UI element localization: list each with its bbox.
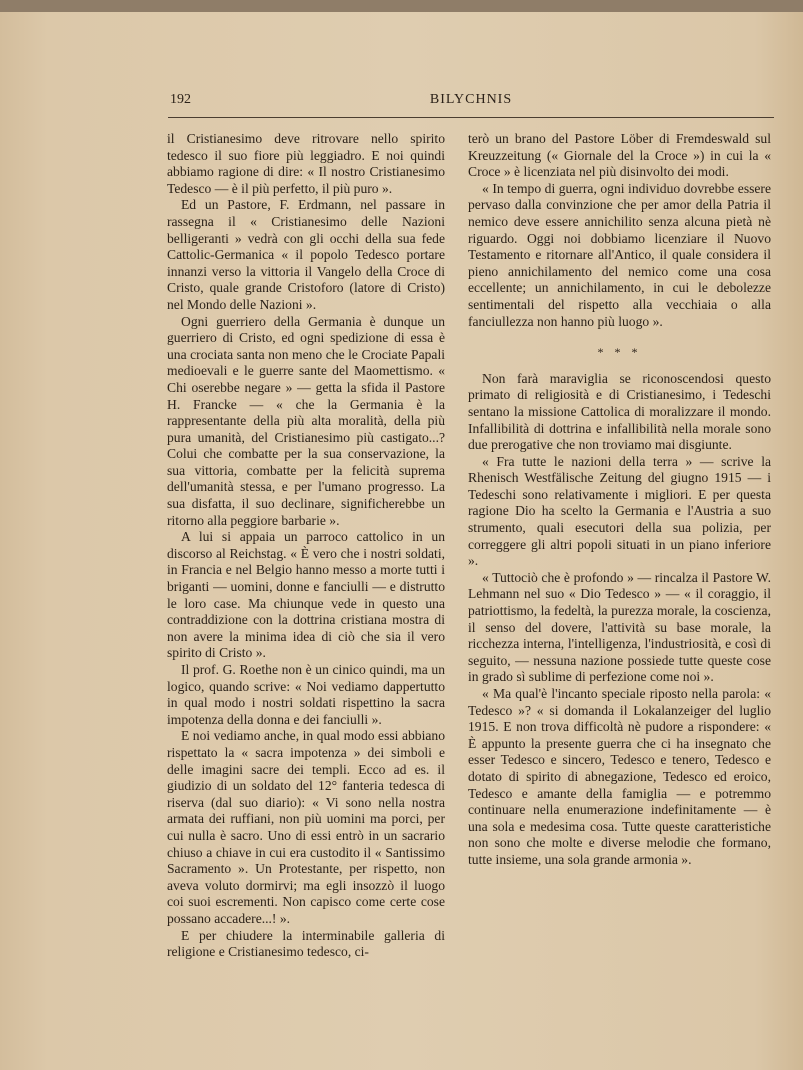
paragraph: Il prof. G. Roethe non è un cinico quindi, ma un logico, quando scrive: « Noi vediamo dappertutto in qual modo i nostri soldati rispettino la sacra impotenza della donna e dei fanciulli ».: [167, 662, 445, 727]
paragraph: A lui si appaia un parroco cattolico in un discorso al Reichstag. « È vero che i nostri soldati, in Francia e nel Belgio hanno messo a morte tutti i briganti — uomini, donne e fanciulli — e distrutto le loro case. Ma chiunque vede in questo una contraddizione con la dottrina cristiana mostra di non avere la minima idea di ciò che sia il vero spirito di Cristo ».: [167, 529, 445, 661]
paragraph: E noi vediamo anche, in qual modo essi abbiano rispettato la « sacra impotenza » dei simboli e delle imagini sacre dei templi. Ecco ad es. il giudizio di un soldato del 12° fanteria tedesca di riserva (dal suo diario): « Vi sono nella nostra armata dei ruffiani, non più uomini ma porci, per cui nulla è sacro. Uno di essi entrò in un sacrario chiuso a chiave in cui era custodito il « Santissimo Sacramento ». Un Protestante, per rispetto, non aveva voluto dormirvi; ma egli insozzò il luogo coi suoi escrementi. Non capisco come certe cose possano accadere...! ».: [167, 728, 445, 926]
paragraph: « Fra tutte le nazioni della terra » — scrive la Rhenisch Westfälische Zeitung del giugno 1915 — i Tedeschi sono relativamente i migliori. E per questa ragione Dio ha scelto la Germania e l'Austria a suo strumento, quali esecutori della sua polizia, per correggere gli altri popoli situati in un piano inferiore ».: [468, 453, 771, 569]
paragraph: « Tuttociò che è profondo » — rincalza il Pastore W. Lehmann nel suo « Dio Tedesco » — « il coraggio, il patriottismo, la fedeltà, la purezza morale, la coscienza, il senso del dovere, l'attività su base morale, la ricchezza interna, l'intelligenza, l'industriosità, e così di seguito, — nessuna nazione possiede tutte queste cose in grado sì sublime di perfezione come noi ».: [468, 569, 771, 685]
running-head: BILYCHNIS: [429, 92, 513, 107]
page-number: 192: [170, 92, 191, 107]
paragraph: terò un brano del Pastore Löber di Fremdeswald sul Kreuzzeitung (« Giornale del la Croce ») in cui la « Croce » è licenziata nel più disinvolto dei modi.: [468, 131, 771, 180]
left-column: [167, 131, 445, 961]
page-header: [170, 92, 772, 112]
paragraph: Non farà maraviglia se riconoscendosi questo primato di religiosità e di Cristianesimo, i Tedeschi sentano la missione Cattolica di moralizzare il mondo. Infallibilità di dottrina e infallibilità nella morale sono due prerogative che non troviamo mai disgiunte.: [468, 370, 771, 453]
section-separator: * * *: [597, 345, 642, 360]
paragraph: Ed un Pastore, F. Erdmann, nel passare in rassegna il « Cristianesimo delle Nazioni belligeranti » vedrà con gli occhi della sua fede Cattolic-Germanica « il popolo Tedesco portare innanzi verso la vittoria il Vangelo della Croce di Cristo, quale grande Cristoforo (latore di Cristo) nel Mondo delle Nazioni ».: [167, 197, 445, 312]
page-top-edge: [0, 0, 803, 12]
paragraph: Ogni guerriero della Germania è dunque un guerriero di Cristo, ed ogni spedizione di essa è una crociata santa non meno che le Crociate Papali medioevali e le guerre sante del Maomettismo. « Chi oserebbe negare » — getta la sfida il Pastore H. Francke — « che la Germania è la rappresentante della più alta moralità, della più pura umanità, del Cristianesimo più castigato...? Colui che combatte per la sua conservazione, la sua vittoria, combatte per la felicità suprema dell'umanità stessa, e per l'umano progresso. La sua disfatta, il suo declinare, significherebbe un ritorno alla peggiore barbarie ».: [167, 313, 445, 528]
paragraph: « Ma qual'è l'incanto speciale riposto nella parola: « Tedesco »? « si domanda il Lokalanzeiger del luglio 1915. E non trova difficoltà nè pudore a rispondere: « È appunto la presente guerra che ci ha insegnato che esser Tedesco e sincero, Tedesco e tenero, Tedesco e dotato di spirito di abnegazione, Tedesco ed eroico, Tedesco e amante della famiglia — e potremmo continuare nella enumerazione indefinitamente — è una sola e medesima cosa. Tutte queste caratteristiche non sono che molte e diverse melodie che formano, tutte insieme, una sola grande armonia ».: [468, 686, 771, 867]
right-column: [468, 131, 771, 869]
paragraph: il Cristianesimo deve ritrovare nello spirito tedesco il suo fiore più leggiadro. E noi quindi abbiamo ragione di dire: « Il nostro Cristianesimo Tedesco — è il più perfetto, il più puro ».: [167, 131, 445, 196]
header-rule: [168, 117, 774, 118]
paragraph: E per chiudere la interminabile galleria di religione e Cristianesimo tedesco, ci-: [167, 927, 445, 960]
paragraph: « In tempo di guerra, ogni individuo dovrebbe essere pervaso dalla convinzione che per amor della Patria il nemico deve essere annichilito senza alcuna pietà nè riguardo. Oggi noi dobbiamo licenziare il Nuovo Testamento e ritornare all'Antico, il quale considera il pieno annichilamento del nemico come una cosa eccellente; un annichilamento, in cui le debolezze sentimentali del rispetto alla vecchiaia o alla fanciullezza non hanno più luogo ».: [468, 180, 771, 329]
